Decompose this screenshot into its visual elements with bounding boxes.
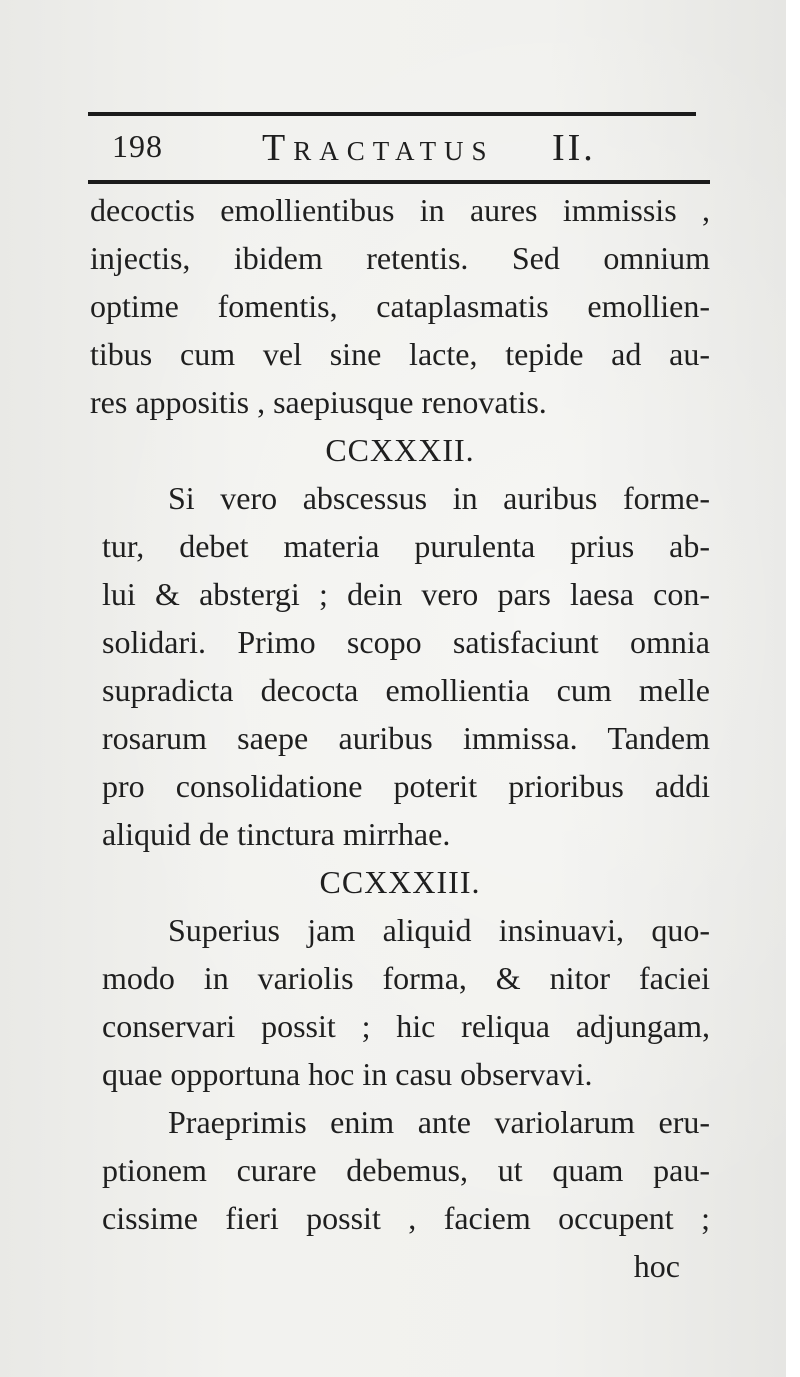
text-line: conservari possit ; hic reliqua adjungam, xyxy=(102,1008,710,1044)
text-line: pro consolidatione poterit prioribus addi xyxy=(102,768,710,804)
text-line: res appositis , saepiusque renovatis. xyxy=(90,384,547,420)
text-line: cissime fieri possit , faciem occupent ; xyxy=(102,1200,710,1236)
text-line: tibus cum vel sine lacte, tepide ad au- xyxy=(90,336,710,372)
text-line: lui & abstergi ; dein vero pars laesa con- xyxy=(102,576,710,612)
page-number: 198 xyxy=(112,128,163,164)
text-line: quae opportuna hoc in casu observavi. xyxy=(102,1056,593,1092)
text-line: Si vero abscessus in auribus forme- xyxy=(168,480,710,516)
running-part-number: II. xyxy=(552,127,596,169)
text-line: tur, debet materia purulenta prius ab- xyxy=(102,528,710,564)
section-heading: CCXXXIII. xyxy=(319,864,481,900)
text-line: ptionem curare debemus, ut quam pau- xyxy=(102,1152,710,1188)
text-line: optime fomentis, cataplasmatis emollien- xyxy=(90,288,710,324)
text-line: aliquid de tinctura mirrhae. xyxy=(102,816,451,852)
running-header xyxy=(112,122,672,176)
text-line: supradicta decocta emollientia cum melle xyxy=(102,672,710,708)
header-top-rule xyxy=(88,112,696,116)
catchword: hoc xyxy=(633,1248,680,1284)
section-heading: CCXXXII. xyxy=(325,432,475,468)
body-text xyxy=(90,186,710,1290)
text-line: rosarum saepe auribus immissa. Tandem xyxy=(102,720,710,756)
text-line: Superius jam aliquid insinuavi, quo- xyxy=(168,912,710,948)
header-bottom-rule xyxy=(88,180,710,184)
text-line: Praeprimis enim ante variolarum eru- xyxy=(168,1104,710,1140)
text-line: injectis, ibidem retentis. Sed omnium xyxy=(90,240,710,276)
text-line: decoctis emollientibus in aures immissis , xyxy=(90,192,710,228)
text-line: solidari. Primo scopo satisfaciunt omnia xyxy=(102,624,710,660)
running-title: Tractatus xyxy=(262,127,495,169)
page-edge xyxy=(786,0,800,1377)
text-line: modo in variolis forma, & nitor faciei xyxy=(102,960,710,996)
